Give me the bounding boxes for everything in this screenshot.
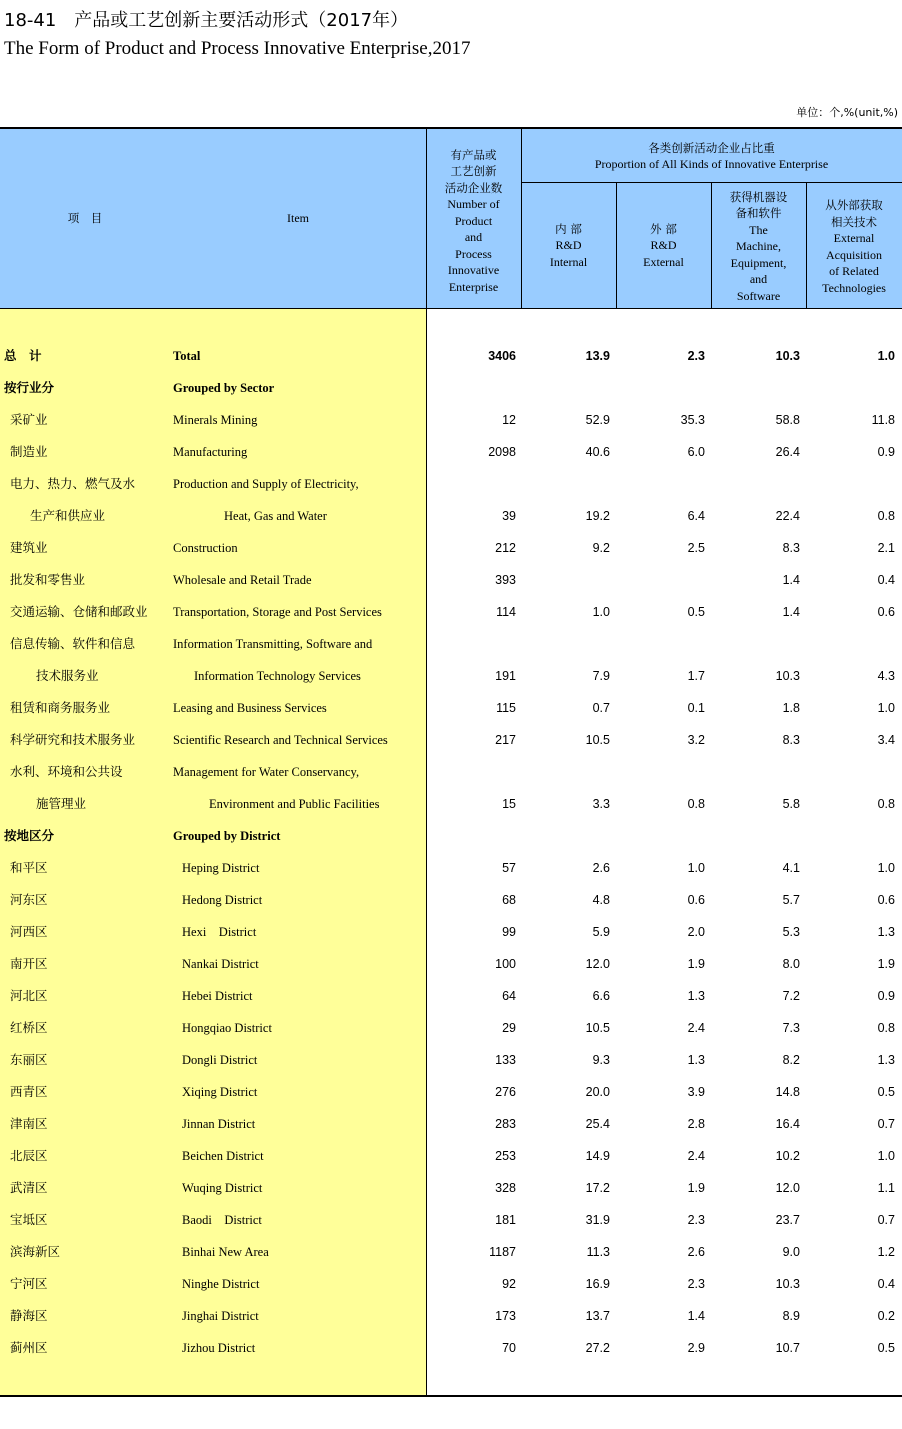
row-label-en: Heping District	[182, 861, 260, 875]
cell-rd-external: 2.5	[687, 541, 705, 555]
cell-external-acquisition: 0.8	[877, 1021, 895, 1035]
cell-rd-internal: 31.9	[585, 1213, 610, 1227]
cell-external-acquisition: 1.3	[877, 1053, 895, 1067]
row-label-cn: 南开区	[10, 956, 48, 971]
row-label-en: Hongqiao District	[182, 1021, 272, 1035]
row-label-cn: 滨海新区	[10, 1244, 61, 1259]
cell-rd-external: 1.4	[687, 1309, 705, 1323]
cell-machine-software: 5.3	[782, 925, 800, 939]
cell-external-acquisition: 0.6	[877, 893, 895, 907]
cell-enterprise-count: 181	[495, 1213, 516, 1227]
row-label-en: Jinghai District	[182, 1309, 259, 1323]
cell-enterprise-count: 57	[502, 861, 516, 875]
row-label-cn: 东丽区	[10, 1052, 48, 1067]
cell-machine-software: 12.0	[775, 1181, 800, 1195]
row-label-en: Construction	[173, 541, 238, 555]
header-item-en: Item	[287, 211, 309, 226]
cell-rd-internal: 3.3	[592, 797, 610, 811]
cell-machine-software: 7.2	[782, 989, 800, 1003]
cell-rd-external	[615, 628, 705, 660]
cell-machine-software	[710, 820, 800, 852]
cell-enterprise-count: 133	[495, 1053, 516, 1067]
cell-rd-internal: 4.8	[592, 893, 610, 907]
cell-external-acquisition: 1.1	[877, 1181, 895, 1195]
cell-enterprise-count: 12	[502, 413, 516, 427]
table-row	[0, 948, 902, 980]
cell-rd-internal: 10.5	[585, 733, 610, 747]
cell-enterprise-count: 99	[502, 925, 516, 939]
row-label-en: Baodi District	[182, 1213, 262, 1227]
data-table	[0, 127, 902, 1397]
cell-enterprise-count: 64	[502, 989, 516, 1003]
cell-enterprise-count: 191	[495, 669, 516, 683]
table-row	[0, 660, 902, 692]
cell-rd-internal: 17.2	[585, 1181, 610, 1195]
cell-rd-internal: 10.5	[585, 1021, 610, 1035]
cell-rd-internal	[520, 628, 610, 660]
table-row	[0, 500, 902, 532]
cell-external-acquisition: 0.2	[877, 1309, 895, 1323]
cell-enterprise-count: 253	[495, 1149, 516, 1163]
row-label-en: Wuqing District	[182, 1181, 263, 1195]
cell-machine-software	[710, 468, 800, 500]
table-row	[0, 468, 902, 500]
cell-enterprise-count	[426, 468, 516, 500]
cell-external-acquisition: 0.5	[877, 1085, 895, 1099]
cell-enterprise-count: 100	[495, 957, 516, 971]
cell-rd-internal: 6.6	[592, 989, 610, 1003]
cell-enterprise-count	[426, 372, 516, 404]
row-label-cn: 建筑业	[10, 540, 48, 555]
row-label-en: Wholesale and Retail Trade	[173, 573, 312, 587]
cell-machine-software: 26.4	[775, 445, 800, 459]
row-label-cn: 生产和供应业	[30, 508, 106, 523]
cell-enterprise-count: 3406	[488, 349, 516, 363]
cell-rd-internal: 52.9	[585, 413, 610, 427]
row-label-cn: 电力、热力、燃气及水	[10, 476, 136, 491]
cell-enterprise-count: 393	[495, 573, 516, 587]
cell-rd-internal	[520, 820, 610, 852]
cell-external-acquisition: 0.9	[877, 989, 895, 1003]
cell-external-acquisition: 1.2	[877, 1245, 895, 1259]
row-label-en: Minerals Mining	[173, 413, 258, 427]
cell-rd-external: 1.0	[687, 861, 705, 875]
row-label-cn: 总 计	[4, 348, 42, 363]
cell-rd-internal: 16.9	[585, 1277, 610, 1291]
cell-external-acquisition	[805, 468, 895, 500]
cell-rd-external: 2.4	[687, 1149, 705, 1163]
row-label-cn: 和平区	[10, 860, 48, 875]
table-row	[0, 980, 902, 1012]
cell-external-acquisition	[805, 756, 895, 788]
cell-machine-software: 10.2	[775, 1149, 800, 1163]
cell-machine-software: 7.3	[782, 1021, 800, 1035]
cell-external-acquisition: 0.7	[877, 1213, 895, 1227]
cell-rd-external: 2.9	[687, 1341, 705, 1355]
row-label-en: Scientific Research and Technical Services	[173, 733, 388, 747]
row-label-en: Jinnan District	[182, 1117, 256, 1131]
cell-enterprise-count: 29	[502, 1021, 516, 1035]
cell-machine-software: 10.3	[775, 669, 800, 683]
row-label-cn: 河北区	[10, 988, 48, 1003]
row-label-cn: 北辰区	[10, 1148, 48, 1163]
table-row	[0, 1012, 902, 1044]
header-bottom-rule	[0, 308, 902, 309]
cell-rd-internal: 27.2	[585, 1341, 610, 1355]
row-label-en: Hebei District	[182, 989, 253, 1003]
row-label-cn: 宝坻区	[10, 1212, 48, 1227]
cell-rd-external: 0.5	[687, 605, 705, 619]
cell-rd-internal	[520, 564, 610, 596]
row-label-cn: 河东区	[10, 892, 48, 907]
row-label-cn: 西青区	[10, 1084, 48, 1099]
header-item-cn: 项 目	[67, 211, 103, 226]
cell-external-acquisition: 1.0	[877, 349, 895, 363]
cell-rd-external: 35.3	[680, 413, 705, 427]
cell-machine-software	[710, 372, 800, 404]
row-label-en: Production and Supply of Electricity,	[173, 477, 359, 491]
table-row	[0, 724, 902, 756]
cell-rd-internal: 13.9	[585, 349, 610, 363]
cell-enterprise-count	[426, 756, 516, 788]
table-row	[0, 532, 902, 564]
cell-external-acquisition: 1.3	[877, 925, 895, 939]
table-row	[0, 1044, 902, 1076]
cell-rd-external: 0.1	[687, 701, 705, 715]
cell-enterprise-count: 15	[502, 797, 516, 811]
table-row	[0, 1108, 902, 1140]
cell-rd-external: 3.9	[687, 1085, 705, 1099]
cell-rd-external: 1.7	[687, 669, 705, 683]
row-label-en: Leasing and Business Services	[173, 701, 327, 715]
cell-external-acquisition: 0.9	[877, 445, 895, 459]
cell-rd-internal	[520, 756, 610, 788]
cell-external-acquisition: 0.4	[877, 573, 895, 587]
table-row	[0, 884, 902, 916]
cell-rd-internal: 0.7	[592, 701, 610, 715]
header-proportion: 各类创新活动企业占比重 Proportion of All Kinds of Innovative Enterprise	[594, 140, 829, 171]
row-label-en: Grouped by Sector	[173, 381, 275, 395]
cell-machine-software: 1.4	[782, 573, 800, 587]
cell-enterprise-count: 70	[502, 1341, 516, 1355]
row-label-en: Environment and Public Facilities	[209, 797, 380, 811]
row-label-en: Binhai New Area	[182, 1245, 269, 1259]
cell-rd-internal: 19.2	[585, 509, 610, 523]
cell-rd-external	[615, 372, 705, 404]
cell-enterprise-count: 39	[502, 509, 516, 523]
table-row	[0, 692, 902, 724]
cell-machine-software	[710, 756, 800, 788]
cell-external-acquisition: 0.5	[877, 1341, 895, 1355]
cell-rd-external: 3.2	[687, 733, 705, 747]
row-label-cn: 交通运输、仓储和邮政业	[10, 604, 148, 619]
cell-rd-internal	[520, 372, 610, 404]
cell-rd-external: 0.6	[687, 893, 705, 907]
table-row	[0, 820, 902, 852]
cell-machine-software: 8.9	[782, 1309, 800, 1323]
cell-external-acquisition: 0.4	[877, 1277, 895, 1291]
table-row	[0, 596, 902, 628]
page-title-cn: 18-41 产品或工艺创新主要活动形式（2017年）	[4, 10, 409, 31]
row-label-cn: 制造业	[10, 444, 48, 459]
row-label-cn: 信息传输、软件和信息	[10, 636, 136, 651]
cell-rd-internal	[520, 468, 610, 500]
cell-machine-software: 10.7	[775, 1341, 800, 1355]
cell-machine-software: 10.3	[775, 349, 800, 363]
cell-external-acquisition: 11.8	[871, 413, 895, 427]
cell-external-acquisition: 1.0	[877, 1149, 895, 1163]
row-label-en: Dongli District	[182, 1053, 258, 1067]
row-label-cn: 采矿业	[10, 412, 48, 427]
cell-enterprise-count: 283	[495, 1117, 516, 1131]
cell-machine-software: 8.3	[782, 541, 800, 555]
cell-rd-external	[615, 564, 705, 596]
cell-enterprise-count: 68	[502, 893, 516, 907]
row-label-cn: 水利、环境和公共设	[10, 764, 123, 779]
cell-machine-software: 9.0	[782, 1245, 800, 1259]
cell-rd-external	[615, 468, 705, 500]
cell-enterprise-count	[426, 628, 516, 660]
cell-rd-external: 1.9	[687, 1181, 705, 1195]
header-machine: 获得机器设 备和软件 The Machine, Equipment, and Software	[729, 189, 788, 303]
cell-rd-internal: 7.9	[592, 669, 610, 683]
table-row	[0, 1172, 902, 1204]
row-label-en: Grouped by District	[173, 829, 281, 843]
table-row	[0, 1300, 902, 1332]
cell-rd-internal: 1.0	[592, 605, 610, 619]
table-row	[0, 340, 902, 372]
table-row	[0, 1332, 902, 1364]
cell-external-acquisition: 0.8	[877, 509, 895, 523]
cell-rd-internal: 14.9	[585, 1149, 610, 1163]
row-label-en: Jizhou District	[182, 1341, 256, 1355]
row-label-cn: 技术服务业	[36, 668, 99, 683]
table-row	[0, 628, 902, 660]
row-label-cn: 租赁和商务服务业	[10, 700, 111, 715]
cell-enterprise-count: 114	[496, 605, 516, 619]
row-label-cn: 批发和零售业	[10, 572, 86, 587]
cell-rd-external: 2.3	[687, 1213, 705, 1227]
row-label-en: Management for Water Conservancy,	[173, 765, 360, 779]
cell-rd-external: 6.4	[687, 509, 705, 523]
cell-external-acquisition: 0.7	[877, 1117, 895, 1131]
cell-rd-external: 1.3	[687, 1053, 705, 1067]
cell-rd-external: 1.3	[687, 989, 705, 1003]
cell-machine-software: 8.3	[782, 733, 800, 747]
row-label-en: Heat, Gas and Water	[224, 509, 327, 523]
cell-rd-external: 2.4	[687, 1021, 705, 1035]
cell-external-acquisition: 2.1	[877, 541, 895, 555]
header-acquisition: 从外部获取 相关技术 External Acquisition of Related Technologies	[822, 198, 886, 295]
cell-rd-internal: 11.3	[586, 1245, 610, 1259]
table-row	[0, 1268, 902, 1300]
cell-rd-internal: 40.6	[585, 445, 610, 459]
cell-rd-external: 6.0	[687, 445, 705, 459]
cell-enterprise-count: 2098	[488, 445, 516, 459]
cell-rd-external: 2.8	[687, 1117, 705, 1131]
table-row	[0, 372, 902, 404]
row-label-cn: 按行业分	[4, 380, 55, 395]
table-row	[0, 1076, 902, 1108]
cell-enterprise-count: 328	[495, 1181, 516, 1195]
header-rd-internal: 内 部 R&D Internal	[549, 221, 588, 269]
table-bottom-rule	[0, 1395, 902, 1397]
cell-machine-software: 10.3	[775, 1277, 800, 1291]
table-row	[0, 756, 902, 788]
cell-rd-external	[615, 820, 705, 852]
cell-rd-external: 0.8	[687, 797, 705, 811]
row-label-cn: 科学研究和技术服务业	[10, 732, 136, 747]
cell-machine-software	[710, 628, 800, 660]
cell-enterprise-count: 276	[495, 1085, 516, 1099]
cell-rd-external: 2.3	[687, 1277, 705, 1291]
cell-machine-software: 58.8	[775, 413, 800, 427]
row-label-cn: 武清区	[10, 1180, 48, 1195]
cell-enterprise-count: 92	[502, 1277, 516, 1291]
cell-external-acquisition	[805, 820, 895, 852]
cell-rd-external: 2.6	[687, 1245, 705, 1259]
cell-rd-internal: 5.9	[592, 925, 610, 939]
cell-enterprise-count	[426, 820, 516, 852]
table-row	[0, 404, 902, 436]
cell-rd-internal: 2.6	[592, 861, 610, 875]
row-label-cn: 河西区	[10, 924, 48, 939]
row-label-en: Nankai District	[182, 957, 259, 971]
cell-machine-software: 5.7	[782, 893, 800, 907]
cell-rd-internal: 9.2	[592, 541, 610, 555]
row-label-en: Total	[173, 349, 201, 363]
table-row	[0, 916, 902, 948]
row-label-cn: 红桥区	[10, 1020, 48, 1035]
row-label-en: Information Technology Services	[194, 669, 361, 683]
table-row	[0, 788, 902, 820]
row-label-en: Hexi District	[182, 925, 257, 939]
cell-external-acquisition: 1.0	[877, 861, 895, 875]
row-label-en: Xiqing District	[182, 1085, 258, 1099]
cell-rd-external: 2.0	[687, 925, 705, 939]
cell-external-acquisition: 4.3	[877, 669, 895, 683]
cell-external-acquisition: 1.9	[877, 957, 895, 971]
cell-enterprise-count: 173	[495, 1309, 516, 1323]
row-label-cn: 施管理业	[36, 796, 87, 811]
cell-machine-software: 1.4	[782, 605, 800, 619]
cell-rd-internal: 20.0	[585, 1085, 610, 1099]
row-label-en: Transportation, Storage and Post Services	[173, 605, 382, 619]
row-label-en: Hedong District	[182, 893, 263, 907]
cell-machine-software: 8.2	[782, 1053, 800, 1067]
cell-rd-internal: 13.7	[585, 1309, 610, 1323]
cell-machine-software: 8.0	[782, 957, 800, 971]
cell-machine-software: 23.7	[775, 1213, 800, 1227]
header-rd-external: 外 部 R&D External	[643, 221, 684, 269]
cell-machine-software: 14.8	[775, 1085, 800, 1099]
cell-machine-software: 22.4	[775, 509, 800, 523]
row-label-cn: 蓟州区	[10, 1340, 48, 1355]
row-label-cn: 宁河区	[10, 1276, 48, 1291]
cell-external-acquisition	[805, 372, 895, 404]
table-row	[0, 564, 902, 596]
cell-machine-software: 16.4	[775, 1117, 800, 1131]
cell-rd-internal: 25.4	[585, 1117, 610, 1131]
cell-rd-external	[615, 756, 705, 788]
row-label-cn: 按地区分	[4, 828, 55, 843]
page-title-en: The Form of Product and Process Innovative Enterprise,2017	[4, 38, 471, 59]
header-number: 有产品或 工艺创新 活动企业数 Number of Product and Process Innovative Enterprise	[444, 147, 503, 294]
cell-enterprise-count: 1187	[489, 1245, 516, 1259]
cell-external-acquisition: 1.0	[877, 701, 895, 715]
cell-enterprise-count: 115	[496, 701, 516, 715]
cell-external-acquisition: 0.6	[877, 605, 895, 619]
cell-enterprise-count: 217	[495, 733, 516, 747]
cell-machine-software: 1.8	[782, 701, 800, 715]
cell-external-acquisition: 0.8	[877, 797, 895, 811]
cell-rd-internal: 12.0	[585, 957, 610, 971]
row-label-cn: 津南区	[10, 1116, 48, 1131]
cell-rd-external: 1.9	[687, 957, 705, 971]
cell-rd-external: 2.3	[687, 349, 705, 363]
cell-machine-software: 5.8	[782, 797, 800, 811]
table-row	[0, 1236, 902, 1268]
row-label-en: Beichen District	[182, 1149, 264, 1163]
table-row	[0, 1204, 902, 1236]
table-row	[0, 1140, 902, 1172]
cell-rd-internal: 9.3	[592, 1053, 610, 1067]
row-label-en: Manufacturing	[173, 445, 248, 459]
cell-enterprise-count: 212	[495, 541, 516, 555]
cell-machine-software: 4.1	[782, 861, 800, 875]
unit-label: 单位：个,%(unit,%)	[796, 106, 898, 119]
row-label-cn: 静海区	[10, 1308, 48, 1323]
row-label-en: Ninghe District	[182, 1277, 260, 1291]
cell-external-acquisition	[805, 628, 895, 660]
table-row	[0, 852, 902, 884]
table-row	[0, 436, 902, 468]
row-label-en: Information Transmitting, Software and	[173, 637, 373, 651]
cell-external-acquisition: 3.4	[877, 733, 895, 747]
